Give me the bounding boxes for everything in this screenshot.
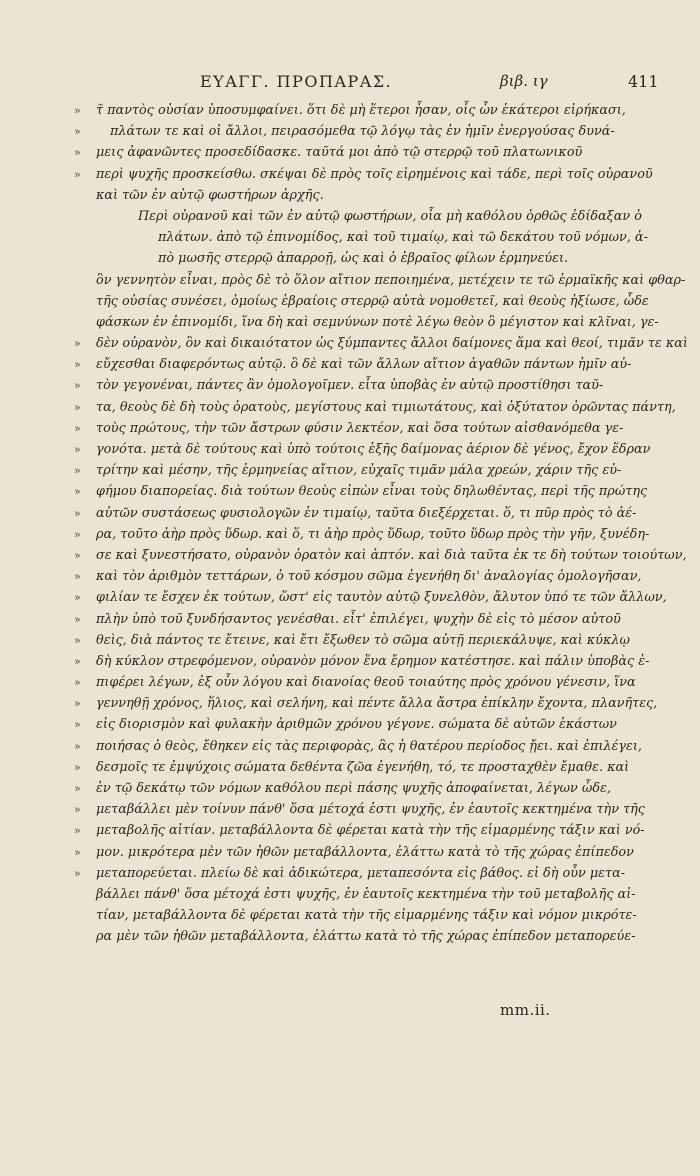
text-line bbox=[0, 418, 700, 439]
text-line bbox=[0, 587, 700, 608]
text-line bbox=[0, 863, 700, 884]
line-text: ρα, τοῦτο ἀὴρ πρὸς ὕδωρ. καὶ ὅ, τι ἀὴρ πρὸς ὕδωρ, τοῦτο ὕδωρ πρὸς τὴν γῆν, ξυνέδη- bbox=[96, 526, 650, 542]
line-text: εὔχεσθαι διαφερόντως αὐτῷ. ὃ δὲ καὶ τῶν ἄλλων αἴτιον ἀγαθῶν πάντων ἡμῖν αὐ- bbox=[96, 357, 632, 373]
quotation-marker: » bbox=[74, 125, 81, 139]
text-line bbox=[0, 630, 700, 651]
quotation-marker: » bbox=[74, 527, 81, 541]
line-text: πλάτων. ἀπὸ τῷ ἐπινομίδος, καὶ τοῦ τιμαίῳ, καὶ τῶ δεκάτου τοῦ νόμων, ἀ- bbox=[158, 230, 648, 246]
quotation-marker: » bbox=[74, 866, 81, 880]
text-line bbox=[0, 714, 700, 735]
text-line bbox=[0, 842, 700, 863]
quotation-marker: » bbox=[74, 485, 81, 499]
line-text: μεταβολῆς αἰτίαν. μεταβάλλοντα δὲ φέρεται κατὰ τὴν τῆς εἱμαρμένης τάξιν καὶ νό- bbox=[96, 823, 645, 839]
running-head: ΕΥΑΓΓ. ΠΡΟΠΑΡΑΣ. bbox=[200, 72, 393, 91]
line-text: τα, θεοὺς δὲ δὴ τοὺς ὁρατοὺς, μεγίστους καὶ τιμιωτάτους, καὶ ὀξύτατον ὁρῶντας πάντη, bbox=[96, 399, 676, 415]
text-line bbox=[0, 354, 700, 375]
text-line bbox=[0, 672, 700, 693]
text-line bbox=[0, 375, 700, 396]
line-text: δὴ κύκλον στρεφόμενον, οὐρανὸν μόνον ἕνα ἔρημον κατέστησε. καὶ πάλιν ὑποβὰς ἐ- bbox=[96, 653, 650, 669]
text-line bbox=[0, 820, 700, 841]
quotation-marker: » bbox=[74, 845, 81, 859]
text-line bbox=[0, 248, 700, 269]
text-line bbox=[0, 503, 700, 524]
text-line bbox=[0, 439, 700, 460]
quotation-marker: » bbox=[74, 782, 81, 795]
quotation-marker: » bbox=[74, 379, 81, 393]
line-text: τῆς οὐσίας συνέσει, ὁμοίως ἑβραίοις στερρῷ αὐτὰ νομοθετεῖ, καὶ θεοὺς ἠξίωσε, ὧδε bbox=[96, 293, 649, 309]
line-text: τοὺς πρώτους, τὴν τῶν ἄστρων φύσιν λεκτέον, καὶ ὅσα τούτων αἰσθανόμεθα γε- bbox=[96, 420, 624, 436]
line-text: μον. μικρότερα μὲν τῶν ἠθῶν μεταβάλλοντα, ἐλάττω κατὰ τὸ τῆς χώρας ἐπίπεδον bbox=[96, 844, 634, 860]
quotation-marker: » bbox=[74, 104, 81, 117]
text-line bbox=[0, 736, 700, 757]
line-text: Περὶ οὐρανοῦ καὶ τῶν ἐν αὐτῷ φωστήρων, οἷα μὴ καθόλου ὀρθῶς ἐδίδαξαν ὁ bbox=[138, 208, 642, 224]
line-text: καὶ τὸν ἀριθμὸν τεττάρων, ὁ τοῦ κόσμου σῶμα ἐγενήθη δι' ἀναλογίας ὁμολογῆσαν, bbox=[96, 569, 642, 585]
quotation-marker: » bbox=[74, 146, 81, 160]
text-line bbox=[0, 566, 700, 587]
quotation-marker: » bbox=[74, 443, 81, 456]
text-line bbox=[0, 481, 700, 502]
quotation-marker: » bbox=[74, 718, 81, 732]
line-text: περὶ ψυχῆς προσκείσθω. σκέψαι δὲ πρὸς τοῖς εἰρημένοις καὶ τάδε, περὶ τοῖς οὐρανοῦ bbox=[96, 166, 653, 182]
line-text: φάσκων ἐν ἐπινομίδι, ἵνα δὴ καὶ σεμνύνων ποτὲ λέγω θεὸν ὃ μέγιστον καὶ κλῖναι, γε- bbox=[96, 314, 659, 330]
line-text: ποιήσας ὁ θεὸς, ἔθηκεν εἰς τὰς περιφορὰς, ἃς ἡ θατέρου περίοδος ᾔει. καὶ ἐπιλέγει, bbox=[96, 738, 642, 754]
line-text: φιλίαν τε ἔσχεν ἐκ τούτων, ὥστ' εἰς ταυτὸν αὐτῷ ξυνελθὸν, ἄλυτον ὑπό τε τῶν ἄλλων, bbox=[96, 590, 667, 606]
quotation-marker: » bbox=[74, 697, 81, 711]
line-text: πλὴν ὑπὸ τοῦ ξυνδήσαντος γενέσθαι. εἶτ' ἐπιλέγει, ψυχὴν δὲ εἰς τὸ μέσον αὐτοῦ bbox=[96, 611, 621, 627]
quotation-marker: » bbox=[74, 760, 81, 774]
line-text: γεννηθῇ χρόνος, ἥλιος, καὶ σελήνη, καὶ πέντε ἄλλα ἄστρα ἐπίκλην ἔχοντα, πλανῆτες, bbox=[96, 696, 658, 712]
text-line bbox=[0, 185, 700, 206]
page-number: 411 bbox=[628, 72, 659, 91]
text-line bbox=[0, 778, 700, 799]
text-line bbox=[0, 333, 700, 354]
text-line bbox=[0, 206, 700, 227]
text-line bbox=[0, 291, 700, 312]
line-text: μεταπορεύεται. πλείω δὲ καὶ ἀδικώτερα, μεταπεσόντα εἰς βάθος. εἰ δὴ οὖν μετα- bbox=[96, 865, 626, 881]
line-text: ἐν τῷ δεκάτῳ τῶν νόμων καθόλου περὶ πάσης ψυχῆς ἀποφαίνεται, λέγων ὧδε, bbox=[96, 781, 611, 796]
text-line bbox=[0, 312, 700, 333]
text-line bbox=[0, 100, 700, 121]
line-text: ὃν γεννητὸν εἶναι, πρὸς δὲ τὸ ὅλον αἴτιον πεποιημένα, μετέχειν τε τῶ ἑρμαϊκῆς καὶ φθαρ- bbox=[96, 272, 686, 288]
line-text: τ̃ παντὸς οὐσίαν ὑποσυμφαίνει. ὅτι δὲ μὴ ἕτεροι ἦσαν, οἷς ὧν ἑκάτεροι εἰρήκασι, bbox=[96, 103, 626, 118]
line-text: ρα μὲν τῶν ἠθῶν μεταβάλλοντα, ἐλάττω κατὰ τὸ τῆς χώρας ἐπίπεδον μεταπορεύε- bbox=[96, 929, 636, 945]
quotation-marker: » bbox=[74, 591, 81, 605]
line-text: αὐτῶν συστάσεως φυσιολογῶν ἐν τιμαίῳ, ταῦτα διεξέρχεται. ὅ, τι πῦρ πρὸς τὸ ἀέ- bbox=[96, 505, 637, 521]
line-text: μεις ἀφανῶντες προσεδίδασκε. ταῦτά μοι ἀπὸ τῷ στερρῷ τοῦ πλατωνικοῦ bbox=[96, 145, 583, 161]
text-line bbox=[0, 651, 700, 672]
line-text: φήμου διαπορείας. διὰ τούτων θεοὺς εἰπὼν εἶναι τοὺς δηλωθέντας, περὶ τῆς πρώτης bbox=[96, 484, 648, 500]
quotation-marker: » bbox=[74, 676, 81, 690]
quotation-marker: » bbox=[74, 824, 81, 838]
text-line bbox=[0, 164, 700, 185]
text-line bbox=[0, 460, 700, 481]
text-line bbox=[0, 884, 700, 905]
line-text: τὸν γεγονέναι, πάντες ἂν ὁμολογοῖμεν. εἶτα ὑποβὰς ἐν αὐτῷ προστίθησι ταῦ- bbox=[96, 378, 604, 394]
quotation-marker: » bbox=[74, 612, 81, 626]
line-text: τρίτην καὶ μέσην, τῆς ἑρμηνείας αἴτιον, εὐχαῖς τιμᾶν μάλα χρεών, χάριν τῆς εὐ- bbox=[96, 463, 622, 479]
text-line bbox=[0, 142, 700, 163]
quotation-marker: » bbox=[74, 421, 81, 435]
text-line bbox=[0, 693, 700, 714]
text-line bbox=[0, 757, 700, 778]
line-text: μεταβάλλει μὲν τοίνυν πάνθ' ὅσα μέτοχά ἐστι ψυχῆς, ἐν ἑαυτοῖς κεκτημένα τὴν τῆς bbox=[96, 802, 645, 818]
line-text: βάλλει πάνθ' ὅσα μέτοχά ἐστι ψυχῆς, ἐν ἑαυτοῖς κεκτημένα τὴν τοῦ μεταβολῆς αἰ- bbox=[96, 886, 636, 902]
quotation-marker: » bbox=[74, 506, 81, 520]
quotation-marker: » bbox=[74, 358, 81, 372]
text-line bbox=[0, 524, 700, 545]
text-line bbox=[0, 121, 700, 142]
body-text bbox=[0, 100, 700, 948]
line-text: πὸ μωσῆς στερρῷ ἀπαρροῇ, ὡς καὶ ὁ ἑβραῖος φίλων ἑρμηνεύει. bbox=[158, 251, 569, 267]
quotation-marker: » bbox=[74, 167, 81, 181]
text-line bbox=[0, 926, 700, 947]
line-text: δὲν οὐρανὸν, ὃν καὶ δικαιότατον ὡς ξύμπαντες ἄλλοι δαίμονες ἅμα καὶ θεοί, τιμᾶν τε καὶ bbox=[96, 336, 688, 352]
quotation-marker: » bbox=[74, 803, 81, 817]
signature-mark: mm.ii. bbox=[500, 1001, 551, 1019]
text-line bbox=[0, 397, 700, 418]
book-reference: βιβ. ιγ bbox=[500, 72, 548, 90]
line-text: τίαν, μεταβάλλοντα δὲ φέρεται κατὰ τὴν τῆς εἱμαρμένης τάξιν καὶ νόμον μικρότε- bbox=[96, 908, 637, 924]
quotation-marker: » bbox=[74, 464, 81, 478]
text-line bbox=[0, 545, 700, 566]
quotation-marker: » bbox=[74, 400, 81, 414]
line-text: εἰς διορισμὸν καὶ φυλακὴν ἀριθμῶν χρόνου γέγονε. σώματα δὲ αὐτῶν ἑκάστων bbox=[96, 717, 617, 733]
line-text: σε καὶ ξυνεστήσατο, οὐρανὸν ὁρατὸν καὶ ἁπτόν. καὶ διὰ ταῦτα ἐκ τε δὴ τούτων τοιούτων, bbox=[96, 547, 687, 563]
quotation-marker: » bbox=[74, 337, 81, 351]
text-line bbox=[0, 227, 700, 248]
quotation-marker: » bbox=[74, 633, 81, 647]
line-text: δεσμοῖς τε ἐμψύχοις σώματα δεθέντα ζῶα ἐγενήθη, τό, τε προσταχθὲν ἔμαθε. καὶ bbox=[96, 759, 630, 775]
text-line bbox=[0, 905, 700, 926]
quotation-marker: » bbox=[74, 570, 81, 584]
text-line bbox=[0, 609, 700, 630]
page-header bbox=[0, 66, 700, 96]
line-text: πιφέρει λέγων, ἐξ οὖν λόγου καὶ διανοίας θεοῦ τοιαύτης πρὸς χρόνου γένεσιν, ἵνα bbox=[96, 675, 636, 691]
quotation-marker: » bbox=[74, 548, 81, 562]
line-text: γονότα. μετὰ δὲ τούτους καὶ ὑπὸ τούτοις ἑξῆς δαίμονας ἀέριον δὲ γένος, ἔχον ἕδραν bbox=[96, 442, 651, 457]
quotation-marker: » bbox=[74, 739, 81, 753]
quotation-marker: » bbox=[74, 654, 81, 668]
text-line bbox=[0, 799, 700, 820]
line-text: θεὶς, διὰ πάντος τε ἔτεινε, καὶ ἔτι ἔξωθεν τὸ σῶμα αὐτῇ περιεκάλυψε, καὶ κύκλῳ bbox=[96, 632, 630, 648]
line-text: καὶ τῶν ἐν αὐτῷ φωστήρων ἀρχῆς. bbox=[96, 187, 324, 203]
text-line bbox=[0, 270, 700, 291]
line-text: πλάτων τε καὶ οἱ ἄλλοι, πειρασόμεθα τῷ λόγῳ τὰς ἐν ἡμῖν ἐνεργούσας δυνά- bbox=[110, 124, 615, 140]
